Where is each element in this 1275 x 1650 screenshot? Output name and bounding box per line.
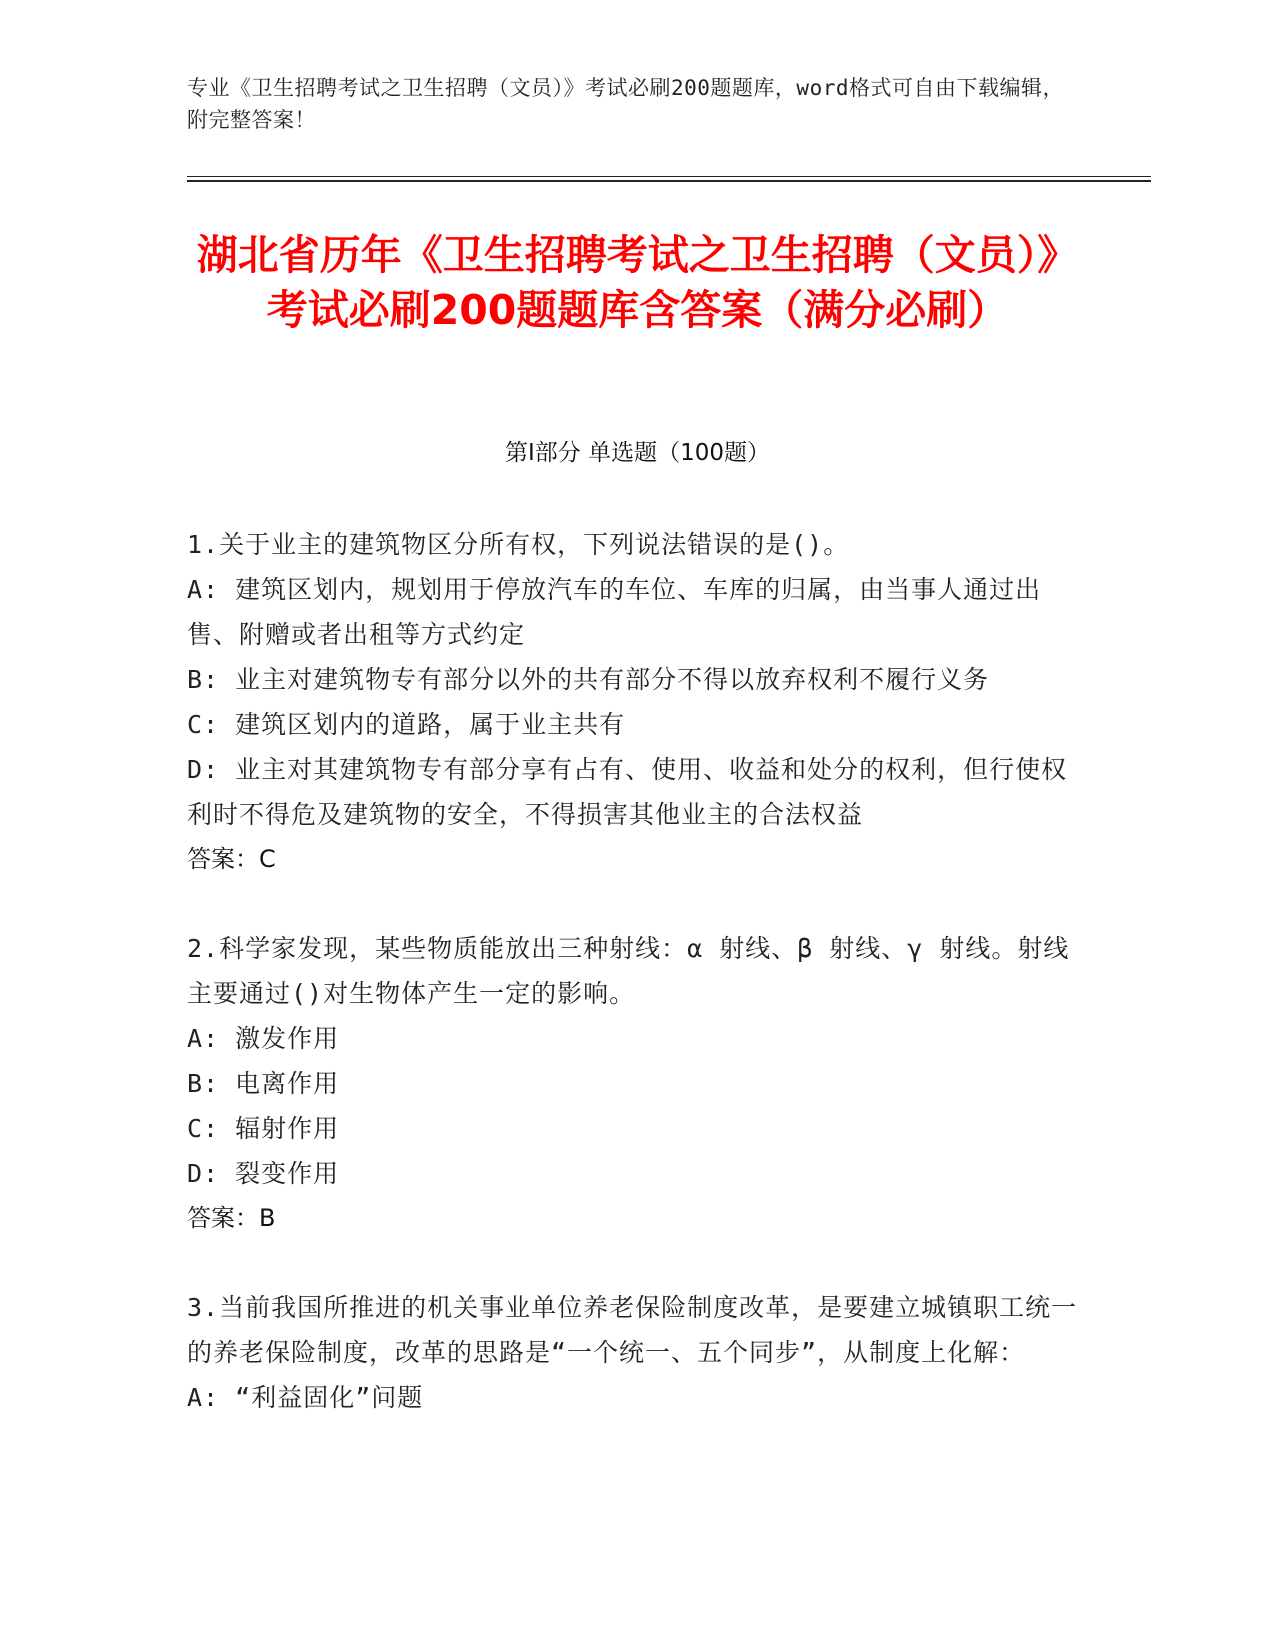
- option-c: [187, 1106, 1087, 1151]
- answer-line: 答案：C: [187, 845, 276, 873]
- option-text: 业主对其建筑物专有部分享有占有、使用、收益和处分的权利，但行使权利时不得危及建筑物的安全，不得损害其他业主的合法权益: [187, 755, 1068, 829]
- option-letter: B:: [187, 665, 220, 694]
- question-1: [187, 522, 1087, 882]
- question-3: [187, 1285, 1087, 1420]
- section-heading: 第Ⅰ部分 单选题（100题）: [505, 440, 770, 466]
- option-a: [187, 1375, 1087, 1420]
- option-text: “利益固化”问题: [235, 1383, 424, 1412]
- header-divider-thick: [187, 180, 1151, 182]
- option-letter: D:: [187, 755, 220, 784]
- question-2: [187, 926, 1087, 1241]
- option-a: [187, 567, 1087, 657]
- question-list: [187, 522, 1087, 1464]
- option-text: 辐射作用: [235, 1114, 340, 1143]
- document-title: 湖北省历年《卫生招聘考试之卫生招聘（文员）》考试必刷200题题库含答案（满分必刷）: [196, 231, 1079, 334]
- option-letter: D:: [187, 1159, 220, 1188]
- option-text: 建筑区划内，规划用于停放汽车的车位、车库的归属，由当事人通过出售、附赠或者出租等方式约定: [187, 575, 1042, 649]
- option-text: 业主对建筑物专有部分以外的共有部分不得以放弃权利不履行义务: [235, 665, 990, 694]
- question-stem: 2.科学家发现，某些物质能放出三种射线：α 射线、β 射线、γ 射线。射线主要通过()对生物体产生一定的影响。: [187, 934, 1070, 1008]
- option-text: 电离作用: [235, 1069, 340, 1098]
- header-note: 专业《卫生招聘考试之卫生招聘（文员）》考试必刷200题题库，word格式可自由下载编辑，附完整答案！: [187, 76, 1064, 132]
- option-letter: A:: [187, 1383, 220, 1412]
- answer-line: 答案：B: [187, 1204, 276, 1232]
- header-divider-thin: [187, 176, 1151, 177]
- option-b: [187, 1061, 1087, 1106]
- question-stem: 1.关于业主的建筑物区分所有权，下列说法错误的是()。: [187, 530, 850, 559]
- option-d: [187, 747, 1087, 837]
- option-letter: C:: [187, 710, 220, 739]
- option-b: [187, 657, 1087, 702]
- option-text: 激发作用: [235, 1024, 340, 1053]
- option-text: 建筑区划内的道路，属于业主共有: [235, 710, 626, 739]
- question-stem: 3.当前我国所推进的机关事业单位养老保险制度改革，是要建立城镇职工统一的养老保险制度，改革的思路是“一个统一、五个同步”，从制度上化解：: [187, 1293, 1078, 1367]
- option-letter: B:: [187, 1069, 220, 1098]
- option-text: 裂变作用: [235, 1159, 340, 1188]
- option-a: [187, 1016, 1087, 1061]
- option-letter: C:: [187, 1114, 220, 1143]
- option-letter: A:: [187, 575, 220, 604]
- option-letter: A:: [187, 1024, 220, 1053]
- option-c: [187, 702, 1087, 747]
- option-d: [187, 1151, 1087, 1196]
